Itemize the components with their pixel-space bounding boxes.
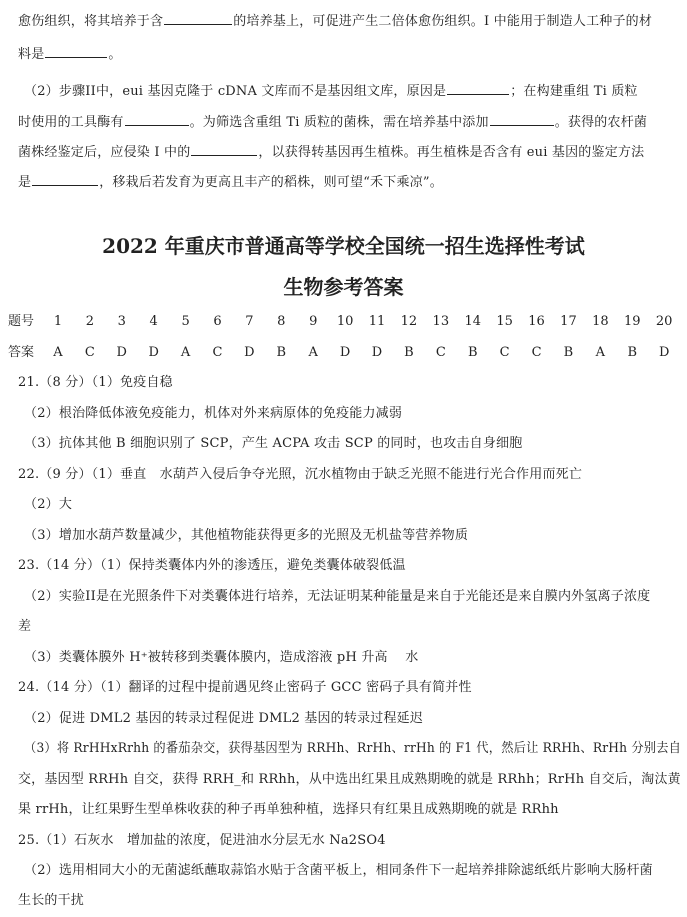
answer-line: （2）选用相同大小的无菌滤纸蘸取蒜馅水贴于含菌平板上，相同条件下一起培养排除滤纸纸片影响大肠杆菌	[24, 863, 653, 878]
answer-line: 果 rrHh，让红果野生型单株收获的种子再单独种植，选择只有红果且成熟期晚的就是 RRhh	[18, 802, 559, 817]
qnum: 10	[336, 314, 354, 329]
qnum: 14	[464, 314, 481, 329]
answer-letter: C	[499, 345, 510, 360]
answer-line: （2）大	[24, 497, 73, 512]
qnum: 5	[181, 314, 190, 329]
answer-letter: D	[658, 345, 670, 360]
qnum: 2	[85, 314, 94, 329]
answer-key-row	[8, 344, 680, 362]
answer-letter: A	[180, 345, 191, 360]
answer-line: 25.（1）石灰水 增加盐的浓度，促进油水分层无水 Na2SO4	[18, 833, 386, 848]
answer-letter: C	[84, 345, 95, 360]
blank-5	[490, 112, 554, 126]
answer-letter: A	[595, 345, 606, 360]
qnum: 1	[53, 314, 63, 329]
answer-line: （2）实验II是在光照条件下对类囊体进行培养，无法证明某种能量是来自于光能还是来自膜内外氢离子浓度	[24, 589, 651, 604]
answer-letter: D	[116, 345, 127, 360]
answer-letter: B	[467, 345, 478, 360]
qnum: 16	[528, 314, 545, 329]
answer-letter: A	[53, 345, 63, 360]
answer-letter: D	[148, 345, 159, 360]
blank-7	[32, 172, 98, 186]
qnum: 12	[400, 314, 418, 329]
answer-letter: C	[435, 345, 446, 360]
answer-line: （3）抗体其他 B 细胞识别了 SCP，产生 ACPA 攻击 SCP 的同时，也攻击自身细胞	[24, 436, 523, 451]
answer-line: （3）增加水葫芦数量减少，其他植物能获得更多的光照及无机盐等营养物质	[24, 528, 469, 543]
answer-line: 23.（14 分）（1）保持类囊体内外的渗透压，避免类囊体破裂低温	[18, 558, 406, 573]
answer-letter: D	[371, 345, 383, 360]
answer-letter: B	[404, 345, 414, 360]
qnum: 8	[277, 314, 286, 329]
qnum: 17	[560, 314, 577, 329]
blank-3	[447, 81, 509, 95]
answer-line: （3）类囊体膜外 H⁺被转移到类囊体膜内，造成溶液 pH 升高 水	[24, 650, 419, 665]
blank-4	[125, 112, 189, 126]
question-number-row	[8, 313, 680, 331]
answer-letter: C	[212, 345, 223, 360]
answer-subtitle: 生物参考答案	[283, 275, 404, 299]
qnum: 7	[245, 314, 254, 329]
text-line-4: 时使用的工具酶有 。为筛选含重组 Ti 质粒的菌株，需在培养基中添加 。获得的农杆菌	[18, 112, 647, 132]
qnum: 6	[213, 314, 222, 329]
qnum: 9	[309, 314, 318, 329]
answer-letter: D	[244, 345, 255, 360]
answer-letter: C	[531, 345, 542, 360]
answer-line: 21.（8 分）（1）免疫自稳	[18, 375, 173, 390]
qnum: 20	[655, 314, 673, 329]
qnum: 15	[496, 314, 513, 329]
answer-line: （3）将 RrHHxRrhh 的番茄杂交，获得基因型为 RRHh、RrHh、rrHh 的 F1 代，然后让 RRHh、RrHh 分别去自	[24, 741, 682, 756]
answer-line: （2）根治降低体液免疫能力，机体对外来病原体的免疫能力减弱	[24, 406, 403, 421]
qnum: 11	[368, 314, 386, 329]
answer-letter: B	[627, 345, 638, 360]
qnum: 19	[623, 314, 641, 329]
text-line-2: 料是 。	[18, 44, 122, 64]
qnum: 4	[149, 314, 158, 329]
text-line-6: 是 ，移栽后若发育为更高且丰产的稻株，则可望“禾下乘凉”。	[18, 172, 443, 192]
answer-letter: D	[339, 345, 351, 360]
blank-6	[191, 142, 257, 156]
answer-line: 交，基因型 RRHh 自交，获得 RRH_和 RRhh，从中选出红果且成熟期晚的就是 RRhh；RrHh 自交后，淘汰黄	[18, 772, 681, 787]
qnum: 18	[592, 314, 609, 329]
row-label-answer: 答案	[8, 345, 35, 360]
answer-line: （2）促进 DML2 基因的转录过程促进 DML2 基因的转录过程延迟	[24, 711, 424, 726]
qnum: 3	[117, 314, 126, 329]
text-line-3: （2）步骤II中，eui 基因克隆于 cDNA 文库而不是基因组文库，原因是 ；在构建重组 Ti 质粒	[24, 81, 638, 101]
text-line-1: 愈伤组织，将其培养于含 的培养基上，可促进产生二倍体愈伤组织。I 中能用于制造人工种子的材	[18, 11, 652, 31]
blank-1	[164, 11, 232, 25]
qnum: 13	[432, 314, 450, 329]
row-label-number: 题号	[8, 314, 35, 329]
answer-line: 22.（9 分）（1）垂直 水葫芦入侵后争夺光照，沉水植物由于缺乏光照不能进行光合作用而死亡	[18, 467, 583, 482]
answer-letter: B	[276, 345, 287, 360]
exam-title: 2022 年重庆市普通高等学校全国统一招生选择性考试	[102, 234, 585, 258]
answer-line: 24.（14 分）（1）翻译的过程中提前遇见终止密码子 GCC 密码子具有简并性	[18, 680, 472, 695]
answer-line: 差	[18, 619, 32, 634]
answer-letter: A	[308, 345, 318, 360]
answer-letter: B	[563, 345, 574, 360]
blank-2	[45, 44, 107, 58]
answer-line: 生长的干扰	[18, 893, 85, 908]
text-line-5: 菌株经鉴定后，应侵染 I 中的 ，以获得转基因再生植株。再生植株是否含有 eui 基因的鉴定方法	[18, 142, 644, 162]
